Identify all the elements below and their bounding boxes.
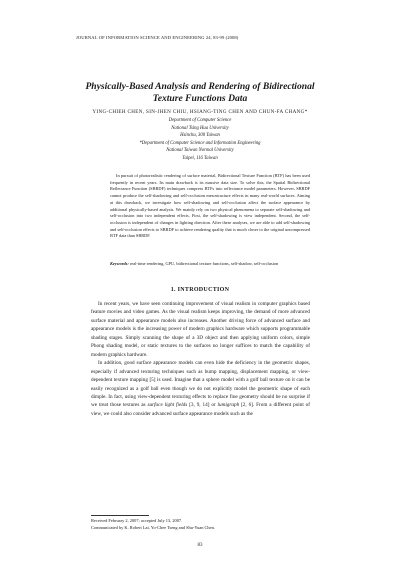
paragraph-text: [3, 9, 14] or — [187, 402, 218, 409]
paragraph-text: [2, 6]. From a different point of view, we could also consider advanced surface appearance models such as the — [91, 402, 310, 417]
footnote-divider — [91, 515, 149, 516]
journal-header: JOURNAL OF INFORMATION SCIENCE AND ENGINEERING 24, 83-99 (2008) — [76, 35, 239, 40]
body-text — [91, 300, 310, 418]
keywords-label: Keywords: — [110, 261, 129, 266]
affiliation-line: National Taiwan Normal University — [166, 148, 234, 154]
affiliation-line: *Department of Computer Science and Information Engineering — [139, 140, 261, 146]
paragraph — [91, 359, 310, 418]
affiliations — [40, 117, 360, 163]
paragraph-text: In addition, good surface appearance models can even hide the deficiency in the geometric shapes, especially if advanced texturing techniques such as bump mapping, displacement mapping, or view-dependent texture mapping [5] is used. Imagine that a sphere model with a golf ball texture on it can be easily recognized as a golf ball even though we do not explicitly model the geometric shape of each dimple. In fact, using view-dependent texturing effects to replace fine geometry should be no surprise if we treat those textures as — [91, 360, 310, 409]
title-line-1: Physically-Based Analysis and Rendering of Bidirectional — [85, 81, 315, 92]
page-number: 83 — [197, 543, 203, 548]
paragraph: In recent years, we have seen continuing improvement of visual realism in computer graphics based feature movies and video games. As the visual realism keeps improving, the demand of more advanced surface material and appearance models also increases. Another driving force of advanced surface and appearance models is the increasing power of modern graphics hardware which supports programmable shading stages. Simply scanning the shape of a 3D object and then applying uniform colors, simple Phong shading model, or static textures to the surfaces no longer suffices to match the capability of modern graphics hardware. — [91, 301, 310, 358]
keywords — [110, 261, 310, 268]
keywords-list: real-time rendering, GPU, bidirectional texture functions, self-shadow, self-occlusion — [129, 261, 279, 266]
affiliation-line: Department of Computer Science — [168, 118, 232, 123]
author-list: YING-CHIEH CHEN, SIN-JHEN CHIU, HSIANG-TING CHEN AND CHUN-FA CHANG* — [92, 109, 308, 115]
footnotes — [91, 518, 215, 531]
emphasis-text: surface light fields — [147, 402, 188, 409]
paper-title — [40, 81, 360, 106]
section-heading: 1. INTRODUCTION — [170, 287, 230, 293]
affiliation-line: National Tsing Hua University — [171, 125, 229, 131]
footnote: Received February 2, 2007; accepted July 13, 2007. — [91, 518, 183, 523]
affiliation-line: Taipei, 116 Taiwan — [182, 155, 218, 161]
affiliation-line: Hsinchu, 300 Taiwan — [180, 133, 220, 139]
emphasis-text: lumigraph — [217, 402, 240, 409]
title-line-2: Texture Functions Data — [152, 93, 248, 105]
footnote: Communicated by K. Robert Lai, Yo-Chee Tseng and Shu-Yuan Chen. — [91, 524, 215, 530]
abstract: In pursuit of photorealistic rendering of surface material, Bidirectional Texture Function (BTF) has been used frequently in recent years. Its main drawback is its massive data size. To solve this, the Spatial Bidirectional Reflectance Function (SBRDF) techniques compress BTFs into reflectance model parameters. However, SBRDF cannot produce the self-shadowing and self-occlusion mesostructure effects in many real-world surfaces. Aiming at this drawback, we investigate how self-shadowing and self-occlusion affect the surface appearance by additional physically-based analysis. We mainly rely on two physical phenomena to separate self-shadowing and self-occlusion into two independent effects. First, the self-shadowing is view independent. Second, the self-occlusion is independent of changes in lighting direction. After these analyses, we are able to add self-shadowing and self-occlusion effects to SBRDF to achieve rendering quality that is much closer to the original uncompressed BTF data than SBRDF. — [110, 173, 310, 239]
